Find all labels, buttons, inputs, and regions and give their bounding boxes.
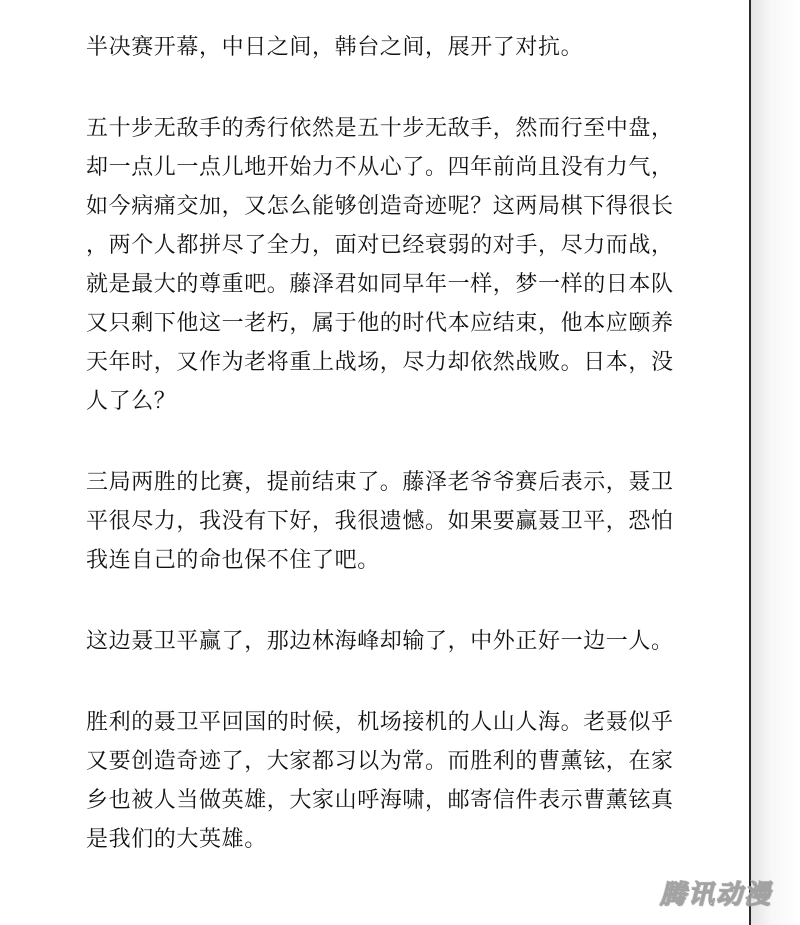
paragraph-4 (86, 622, 726, 661)
text-line: 三局两胜的比赛，提前结束了。藤泽老爷爷赛后表示，聂卫 (86, 470, 674, 495)
text-line: 却一点儿一点儿地开始力不从心了。四年前尚且没有力气， (86, 155, 674, 180)
text-line: 就是最大的尊重吧。藤泽君如同早年一样，梦一样的日本队 (86, 272, 674, 297)
paragraph-1 (86, 28, 726, 67)
text-line: 乡也被人当做英雄，大家山呼海啸，邮寄信件表示曹薰铉真 (86, 788, 674, 813)
text-line: 半决赛开幕，中日之间，韩台之间，展开了对抗。 (86, 35, 584, 60)
tencent-comic-watermark: 腾讯动漫 (659, 880, 772, 910)
text-line: 是我们的大英雄。 (86, 827, 267, 852)
text-line: 我连自己的命也保不住了吧。 (86, 548, 380, 573)
text-line: 这边聂卫平赢了，那边林海峰却输了，中外正好一边一人。 (86, 629, 674, 654)
text-line: 胜利的聂卫平回国的时候，机场接机的人山人海。老聂似乎 (86, 710, 674, 735)
paragraph-3 (86, 463, 726, 580)
text-line: 又只剩下他这一老朽，属于他的时代本应结束，他本应颐养 (86, 311, 674, 336)
paragraph-5 (86, 703, 726, 859)
text-line: 平很尽力，我没有下好，我很遗憾。如果要赢聂卫平，恐怕 (86, 509, 674, 534)
text-line: 如今病痛交加，又怎么能够创造奇迹呢？这两局棋下得很长 (86, 194, 674, 219)
text-line: 人了么？ (86, 389, 177, 414)
paragraph-2 (86, 109, 726, 421)
text-line: 又要创造奇迹了，大家都习以为常。而胜利的曹薰铉，在家 (86, 749, 674, 774)
text-line: 五十步无敌手的秀行依然是五十步无敌手，然而行至中盘， (86, 116, 674, 141)
right-margin-shade (751, 0, 800, 925)
article-body (86, 28, 726, 901)
text-line: ，两个人都拼尽了全力，面对已经衰弱的对手，尽力而战， (86, 233, 674, 258)
text-line: 天年时，又作为老将重上战场，尽力却依然战败。日本，没 (86, 350, 674, 375)
